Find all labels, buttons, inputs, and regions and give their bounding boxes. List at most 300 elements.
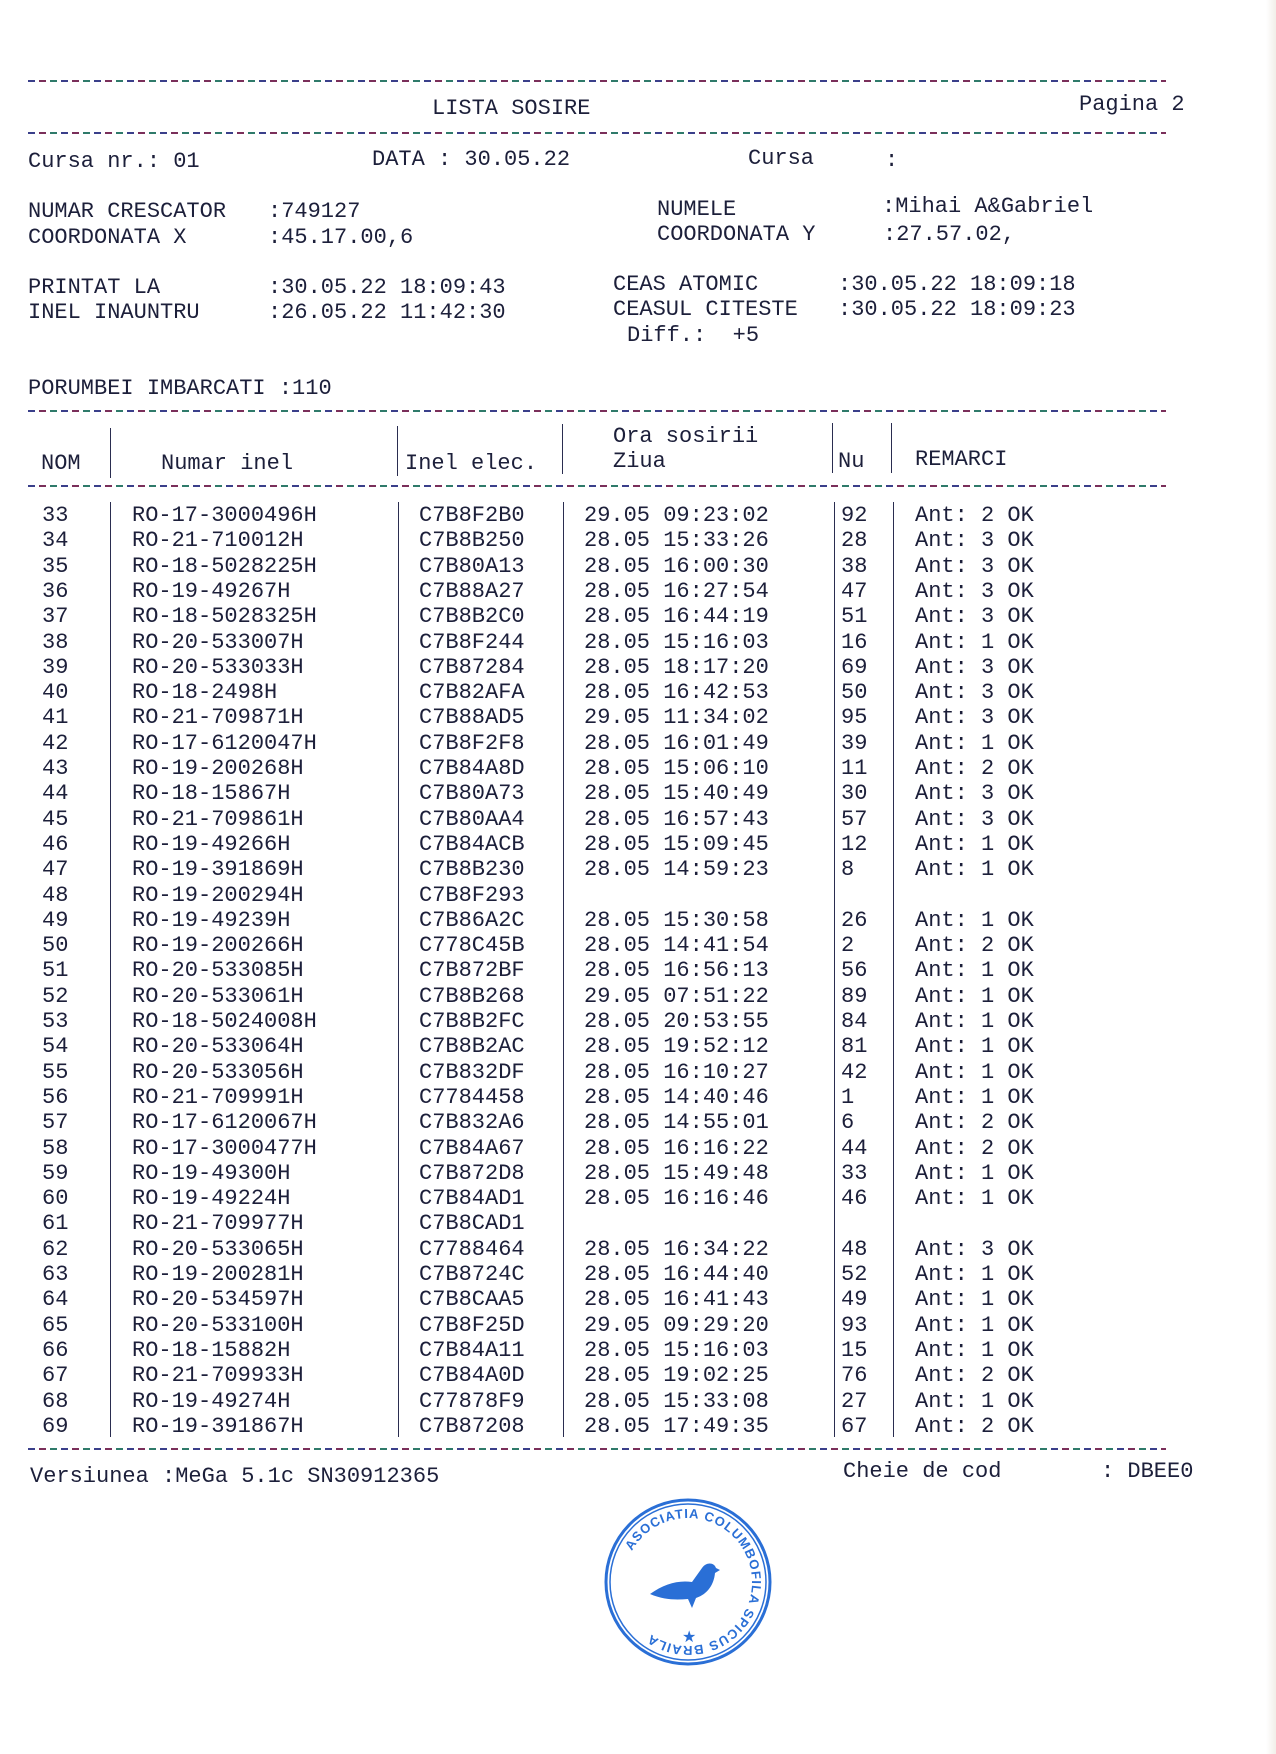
- row-ring-number: RO-21-710012H: [132, 528, 304, 554]
- row-ring-number: RO-17-3000496H: [132, 503, 317, 528]
- column-divider: [832, 423, 833, 473]
- row-arrival-time: 28.05 16:01:49: [584, 730, 769, 756]
- row-arrival-time: 28.05 19:52:12: [584, 1034, 769, 1060]
- row-arrival-time: 28.05 17:49:35: [584, 1413, 769, 1439]
- table-row: [0, 1060, 1276, 1085]
- row-remarks: Ant: 1 OK: [915, 1186, 1034, 1212]
- row-remarks: Ant: 3 OK: [915, 781, 1034, 807]
- table-row: [0, 503, 1276, 528]
- stamp-seal-icon: [602, 1496, 774, 1668]
- table-row: [0, 857, 1276, 882]
- row-ring-number: RO-18-5028325H: [132, 604, 317, 630]
- row-electronic-ring: C7784458: [419, 1084, 525, 1110]
- header-numar-inel: Numar inel: [161, 451, 294, 476]
- clock-reads-label: CEASUL CITESTE: [613, 297, 798, 322]
- row-ring-number: RO-19-391869H: [132, 857, 304, 883]
- row-rank: 48: [841, 1236, 868, 1262]
- code-key-label: Cheie de cod: [843, 1459, 1002, 1484]
- row-ring-number: RO-18-15882H: [132, 1337, 291, 1363]
- row-nom: 59: [42, 1160, 69, 1186]
- row-arrival-time: 28.05 15:40:49: [584, 781, 769, 807]
- table-row: [0, 1262, 1276, 1287]
- row-electronic-ring: C7B8B2C0: [419, 604, 525, 630]
- row-nom: 58: [42, 1135, 69, 1161]
- row-rank: 49: [841, 1287, 868, 1313]
- row-rank: 30: [841, 781, 868, 807]
- row-electronic-ring: C7B87284: [419, 654, 525, 680]
- row-remarks: Ant: 1 OK: [915, 1312, 1034, 1338]
- row-arrival-time: 28.05 16:00:30: [584, 553, 769, 579]
- row-nom: 39: [42, 654, 69, 680]
- row-remarks: Ant: 1 OK: [915, 1287, 1034, 1313]
- coord-x-value: :45.17.00,6: [268, 225, 414, 250]
- row-remarks: Ant: 3 OK: [915, 578, 1034, 604]
- row-nom: 48: [42, 882, 69, 908]
- row-rank: 44: [841, 1135, 868, 1161]
- row-rank: 27: [841, 1388, 868, 1414]
- row-nom: 69: [42, 1413, 69, 1439]
- row-rank: 69: [841, 654, 868, 680]
- row-nom: 33: [42, 503, 69, 528]
- row-electronic-ring: C7B84A0D: [419, 1363, 525, 1389]
- row-electronic-ring: C7B8B230: [419, 857, 525, 883]
- table-row: [0, 705, 1276, 730]
- ring-in-value: :26.05.22 11:42:30: [268, 300, 506, 325]
- table-row: [0, 655, 1276, 680]
- row-electronic-ring: C7B8CAD1: [419, 1211, 525, 1237]
- row-arrival-time: 28.05 15:30:58: [584, 907, 769, 933]
- row-ring-number: RO-20-534597H: [132, 1287, 304, 1313]
- divider: [28, 410, 1166, 412]
- row-nom: 51: [42, 958, 69, 984]
- row-rank: 46: [841, 1186, 868, 1212]
- table-row: [0, 933, 1276, 958]
- row-remarks: Ant: 3 OK: [915, 528, 1034, 554]
- row-ring-number: RO-20-533085H: [132, 958, 304, 984]
- race-name-label: Cursa: [748, 146, 815, 171]
- row-remarks: Ant: 1 OK: [915, 1337, 1034, 1363]
- row-nom: 56: [42, 1084, 69, 1110]
- header-ziua: Ziua: [613, 449, 666, 474]
- row-ring-number: RO-17-6120067H: [132, 1110, 317, 1136]
- row-remarks: Ant: 1 OK: [915, 1262, 1034, 1287]
- row-electronic-ring: C7B8F2F8: [419, 730, 525, 756]
- row-nom: 37: [42, 604, 69, 630]
- column-divider: [110, 428, 111, 478]
- table-row: [0, 1034, 1276, 1059]
- row-ring-number: RO-19-200281H: [132, 1262, 304, 1287]
- row-nom: 53: [42, 1009, 69, 1034]
- row-remarks: Ant: 3 OK: [915, 604, 1034, 630]
- row-electronic-ring: C7B84A11: [419, 1337, 525, 1363]
- breeder-number-label: NUMAR CRESCATOR: [28, 199, 227, 224]
- row-rank: 56: [841, 958, 868, 984]
- row-rank: 51: [841, 604, 868, 630]
- row-remarks: Ant: 3 OK: [915, 806, 1034, 832]
- table-row: [0, 1313, 1276, 1338]
- row-arrival-time: 28.05 18:17:20: [584, 654, 769, 680]
- row-nom: 43: [42, 756, 69, 781]
- row-rank: 1: [841, 1084, 855, 1110]
- table-row: [0, 1085, 1276, 1110]
- row-arrival-time: 29.05 09:29:20: [584, 1312, 769, 1338]
- row-electronic-ring: C7B80AA4: [419, 806, 525, 832]
- divider: [28, 80, 1166, 82]
- table-row: [0, 1338, 1276, 1363]
- table-row: [0, 604, 1276, 629]
- row-rank: 92: [841, 503, 868, 528]
- table-row: [0, 1009, 1276, 1034]
- table-row: [0, 680, 1276, 705]
- row-nom: 68: [42, 1388, 69, 1414]
- row-remarks: Ant: 2 OK: [915, 1110, 1034, 1136]
- row-rank: 15: [841, 1337, 868, 1363]
- breeder-name-value: :Mihai A&Gabriel: [882, 194, 1094, 219]
- row-electronic-ring: C7B88A27: [419, 578, 525, 604]
- row-ring-number: RO-20-533033H: [132, 654, 304, 680]
- row-nom: 57: [42, 1110, 69, 1136]
- column-divider: [891, 423, 892, 473]
- row-remarks: Ant: 2 OK: [915, 1363, 1034, 1389]
- row-rank: 42: [841, 1059, 868, 1085]
- row-ring-number: RO-19-49267H: [132, 578, 291, 604]
- row-remarks: Ant: 1 OK: [915, 1160, 1034, 1186]
- row-arrival-time: 29.05 09:23:02: [584, 503, 769, 528]
- row-ring-number: RO-18-5028225H: [132, 553, 317, 579]
- row-nom: 63: [42, 1262, 69, 1287]
- row-electronic-ring: C7B88AD5: [419, 705, 525, 731]
- row-arrival-time: 28.05 16:27:54: [584, 578, 769, 604]
- row-electronic-ring: C7B84A67: [419, 1135, 525, 1161]
- club-stamp: [602, 1496, 774, 1668]
- table-row: [0, 832, 1276, 857]
- row-remarks: Ant: 3 OK: [915, 680, 1034, 706]
- table-row: [0, 630, 1276, 655]
- row-electronic-ring: C7B872D8: [419, 1160, 525, 1186]
- clock-reads-value: :30.05.22 18:09:23: [838, 297, 1076, 322]
- table-row: [0, 1389, 1276, 1414]
- column-divider: [397, 426, 398, 476]
- row-nom: 41: [42, 705, 69, 731]
- row-electronic-ring: C7B872BF: [419, 958, 525, 984]
- row-arrival-time: 28.05 16:57:43: [584, 806, 769, 832]
- race-date: DATA : 30.05.22: [372, 147, 571, 172]
- row-electronic-ring: C7B8B2FC: [419, 1009, 525, 1034]
- row-ring-number: RO-18-5024008H: [132, 1009, 317, 1034]
- row-arrival-time: 28.05 16:16:22: [584, 1135, 769, 1161]
- table-row: [0, 528, 1276, 553]
- row-remarks: Ant: 2 OK: [915, 503, 1034, 528]
- breeder-number-value: :749127: [268, 199, 361, 224]
- row-remarks: Ant: 3 OK: [915, 705, 1034, 731]
- row-electronic-ring: C77878F9: [419, 1388, 525, 1414]
- row-rank: 6: [841, 1110, 855, 1136]
- row-arrival-time: 28.05 19:02:25: [584, 1363, 769, 1389]
- row-ring-number: RO-20-533056H: [132, 1059, 304, 1085]
- row-ring-number: RO-20-533061H: [132, 983, 304, 1009]
- row-electronic-ring: C7B84ACB: [419, 831, 525, 857]
- row-nom: 66: [42, 1337, 69, 1363]
- divider: [28, 1448, 1166, 1450]
- header-nom: NOM: [41, 451, 81, 476]
- page-number: Pagina 2: [1079, 92, 1185, 117]
- row-remarks: Ant: 2 OK: [915, 1413, 1034, 1439]
- header-nu: Nu: [838, 449, 865, 474]
- row-arrival-time: 28.05 14:40:46: [584, 1084, 769, 1110]
- page-title: LISTA SOSIRE: [432, 96, 591, 121]
- atomic-clock-value: :30.05.22 18:09:18: [838, 272, 1076, 297]
- table-row: [0, 731, 1276, 756]
- row-electronic-ring: C7B832DF: [419, 1059, 525, 1085]
- row-electronic-ring: C7B832A6: [419, 1110, 525, 1136]
- row-electronic-ring: C7788464: [419, 1236, 525, 1262]
- row-ring-number: RO-19-391867H: [132, 1413, 304, 1439]
- row-ring-number: RO-18-15867H: [132, 781, 291, 807]
- row-electronic-ring: C778C45B: [419, 933, 525, 959]
- printed-at-label: PRINTAT LA: [28, 275, 161, 300]
- row-ring-number: RO-17-6120047H: [132, 730, 317, 756]
- row-rank: 39: [841, 730, 868, 756]
- divider: [28, 485, 1166, 487]
- atomic-clock-label: CEAS ATOMIC: [613, 272, 759, 297]
- row-ring-number: RO-19-200294H: [132, 882, 304, 908]
- row-nom: 46: [42, 831, 69, 857]
- row-ring-number: RO-20-533007H: [132, 629, 304, 655]
- row-arrival-time: 28.05 15:06:10: [584, 756, 769, 781]
- pigeons-embarked: PORUMBEI IMBARCATI :110: [28, 376, 332, 401]
- row-ring-number: RO-20-533065H: [132, 1236, 304, 1262]
- svg-text:★: ★: [682, 1627, 697, 1646]
- row-remarks: Ant: 3 OK: [915, 654, 1034, 680]
- table-row: [0, 1186, 1276, 1211]
- row-arrival-time: 28.05 20:53:55: [584, 1009, 769, 1034]
- table-row: [0, 984, 1276, 1009]
- row-remarks: Ant: 1 OK: [915, 1388, 1034, 1414]
- row-electronic-ring: C7B8724C: [419, 1262, 525, 1287]
- row-electronic-ring: C7B82AFA: [419, 680, 525, 706]
- table-row: [0, 958, 1276, 983]
- row-ring-number: RO-20-533100H: [132, 1312, 304, 1338]
- row-arrival-time: 28.05 16:34:22: [584, 1236, 769, 1262]
- coord-x-label: COORDONATA X: [28, 225, 187, 250]
- row-arrival-time: 28.05 16:10:27: [584, 1059, 769, 1085]
- row-nom: 44: [42, 781, 69, 807]
- row-electronic-ring: C7B8B250: [419, 528, 525, 554]
- row-rank: 76: [841, 1363, 868, 1389]
- row-nom: 38: [42, 629, 69, 655]
- row-rank: 47: [841, 578, 868, 604]
- code-key-value: : DBEE0: [1101, 1459, 1194, 1484]
- row-remarks: Ant: 3 OK: [915, 553, 1034, 579]
- row-rank: 11: [841, 756, 868, 781]
- table-row: [0, 1211, 1276, 1236]
- table-row: [0, 756, 1276, 781]
- table-row: [0, 908, 1276, 933]
- row-remarks: Ant: 1 OK: [915, 1084, 1034, 1110]
- row-nom: 54: [42, 1034, 69, 1060]
- row-nom: 40: [42, 680, 69, 706]
- row-nom: 36: [42, 578, 69, 604]
- table-row: [0, 554, 1276, 579]
- row-nom: 47: [42, 857, 69, 883]
- row-electronic-ring: C7B8F2B0: [419, 503, 525, 528]
- row-remarks: Ant: 1 OK: [915, 1059, 1034, 1085]
- row-rank: 84: [841, 1009, 868, 1034]
- row-arrival-time: 28.05 15:33:26: [584, 528, 769, 554]
- breeder-name-label: NUMELE: [657, 197, 737, 222]
- row-remarks: Ant: 1 OK: [915, 1009, 1034, 1034]
- column-divider: [562, 424, 563, 474]
- row-rank: 2: [841, 933, 855, 959]
- row-arrival-time: 28.05 15:49:48: [584, 1160, 769, 1186]
- row-nom: 42: [42, 730, 69, 756]
- row-remarks: Ant: 2 OK: [915, 1135, 1034, 1161]
- row-ring-number: RO-21-709871H: [132, 705, 304, 731]
- row-nom: 35: [42, 553, 69, 579]
- row-rank: 81: [841, 1034, 868, 1060]
- row-ring-number: RO-21-709861H: [132, 806, 304, 832]
- row-electronic-ring: C7B84AD1: [419, 1186, 525, 1212]
- row-rank: 50: [841, 680, 868, 706]
- svg-text:ASOCIATIA COLUMBOFILA SPICUS B: ASOCIATIA COLUMBOFILA SPICUS BRAILA: [621, 1505, 765, 1659]
- row-nom: 62: [42, 1236, 69, 1262]
- row-rank: 16: [841, 629, 868, 655]
- row-nom: 64: [42, 1287, 69, 1313]
- row-arrival-time: 28.05 16:56:13: [584, 958, 769, 984]
- row-ring-number: RO-19-49274H: [132, 1388, 291, 1414]
- row-ring-number: RO-21-709977H: [132, 1211, 304, 1237]
- row-arrival-time: 28.05 15:33:08: [584, 1388, 769, 1414]
- row-rank: 8: [841, 857, 855, 883]
- software-version: Versiunea :MeGa 5.1c SN30912365: [30, 1464, 440, 1489]
- row-nom: 49: [42, 907, 69, 933]
- row-remarks: Ant: 2 OK: [915, 756, 1034, 781]
- table-row: [0, 807, 1276, 832]
- row-nom: 65: [42, 1312, 69, 1338]
- row-remarks: Ant: 1 OK: [915, 730, 1034, 756]
- table-row: [0, 1110, 1276, 1135]
- row-nom: 34: [42, 528, 69, 554]
- row-electronic-ring: C7B8F293: [419, 882, 525, 908]
- row-arrival-time: 28.05 16:16:46: [584, 1186, 769, 1212]
- row-remarks: Ant: 1 OK: [915, 629, 1034, 655]
- header-remarci: REMARCI: [915, 447, 1008, 472]
- row-rank: 38: [841, 553, 868, 579]
- row-rank: 12: [841, 831, 868, 857]
- row-electronic-ring: C7B87208: [419, 1413, 525, 1439]
- coord-y-label: COORDONATA Y: [657, 222, 816, 247]
- table-row: [0, 1363, 1276, 1388]
- row-remarks: Ant: 3 OK: [915, 1236, 1034, 1262]
- row-electronic-ring: C7B86A2C: [419, 907, 525, 933]
- row-electronic-ring: C7B8B2AC: [419, 1034, 525, 1060]
- row-electronic-ring: C7B8CAA5: [419, 1287, 525, 1313]
- row-electronic-ring: C7B8F244: [419, 629, 525, 655]
- row-nom: 61: [42, 1211, 69, 1237]
- row-arrival-time: 29.05 11:34:02: [584, 705, 769, 731]
- printed-at-value: :30.05.22 18:09:43: [268, 275, 506, 300]
- row-nom: 52: [42, 983, 69, 1009]
- row-ring-number: RO-19-200268H: [132, 756, 304, 781]
- row-electronic-ring: C7B84A8D: [419, 756, 525, 781]
- row-ring-number: RO-19-49224H: [132, 1186, 291, 1212]
- row-rank: 89: [841, 983, 868, 1009]
- row-remarks: Ant: 1 OK: [915, 907, 1034, 933]
- row-rank: 67: [841, 1413, 868, 1439]
- row-remarks: Ant: 1 OK: [915, 831, 1034, 857]
- row-remarks: Ant: 1 OK: [915, 1034, 1034, 1060]
- row-arrival-time: 28.05 16:42:53: [584, 680, 769, 706]
- row-ring-number: RO-17-3000477H: [132, 1135, 317, 1161]
- row-ring-number: RO-18-2498H: [132, 680, 278, 706]
- row-nom: 50: [42, 933, 69, 959]
- row-rank: 95: [841, 705, 868, 731]
- row-ring-number: RO-19-49300H: [132, 1160, 291, 1186]
- row-arrival-time: 28.05 15:16:03: [584, 1337, 769, 1363]
- coord-y-value: :27.57.02,: [883, 222, 1016, 247]
- row-arrival-time: 28.05 16:41:43: [584, 1287, 769, 1313]
- clock-diff: Diff.: +5: [627, 323, 760, 348]
- row-rank: 93: [841, 1312, 868, 1338]
- divider: [28, 132, 1166, 134]
- table-row: [0, 1136, 1276, 1161]
- ring-in-label: INEL INAUNTRU: [28, 300, 200, 325]
- row-rank: 26: [841, 907, 868, 933]
- row-arrival-time: 28.05 15:16:03: [584, 629, 769, 655]
- row-nom: 45: [42, 806, 69, 832]
- row-arrival-time: 28.05 14:59:23: [584, 857, 769, 883]
- row-rank: 33: [841, 1160, 868, 1186]
- row-ring-number: RO-21-709991H: [132, 1084, 304, 1110]
- row-arrival-time: 28.05 16:44:19: [584, 604, 769, 630]
- row-arrival-time: 28.05 15:09:45: [584, 831, 769, 857]
- table-row: [0, 781, 1276, 806]
- row-rank: 52: [841, 1262, 868, 1287]
- header-ora-sosirii: Ora sosirii: [613, 424, 759, 449]
- row-arrival-time: 28.05 16:44:40: [584, 1262, 769, 1287]
- table-row: [0, 883, 1276, 908]
- row-remarks: Ant: 1 OK: [915, 857, 1034, 883]
- row-ring-number: RO-19-49239H: [132, 907, 291, 933]
- row-arrival-time: 29.05 07:51:22: [584, 983, 769, 1009]
- row-ring-number: RO-19-200266H: [132, 933, 304, 959]
- row-arrival-time: 28.05 14:55:01: [584, 1110, 769, 1136]
- race-number: Cursa nr.: 01: [28, 149, 200, 174]
- table-row: [0, 1287, 1276, 1312]
- row-nom: 55: [42, 1059, 69, 1085]
- row-electronic-ring: C7B80A73: [419, 781, 525, 807]
- row-ring-number: RO-19-49266H: [132, 831, 291, 857]
- row-nom: 60: [42, 1186, 69, 1212]
- row-electronic-ring: C7B80A13: [419, 553, 525, 579]
- row-electronic-ring: C7B8F25D: [419, 1312, 525, 1338]
- table-row: [0, 1237, 1276, 1262]
- table-row: [0, 579, 1276, 604]
- row-rank: 57: [841, 806, 868, 832]
- row-remarks: Ant: 1 OK: [915, 983, 1034, 1009]
- header-inel-elec: Inel elec.: [405, 451, 538, 476]
- table-row: [0, 1161, 1276, 1186]
- table-row: [0, 1414, 1276, 1439]
- row-ring-number: RO-21-709933H: [132, 1363, 304, 1389]
- race-name-value: :: [885, 148, 899, 173]
- row-nom: 67: [42, 1363, 69, 1389]
- row-electronic-ring: C7B8B268: [419, 983, 525, 1009]
- row-arrival-time: 28.05 14:41:54: [584, 933, 769, 959]
- row-rank: 28: [841, 528, 868, 554]
- row-remarks: Ant: 2 OK: [915, 933, 1034, 959]
- row-remarks: Ant: 1 OK: [915, 958, 1034, 984]
